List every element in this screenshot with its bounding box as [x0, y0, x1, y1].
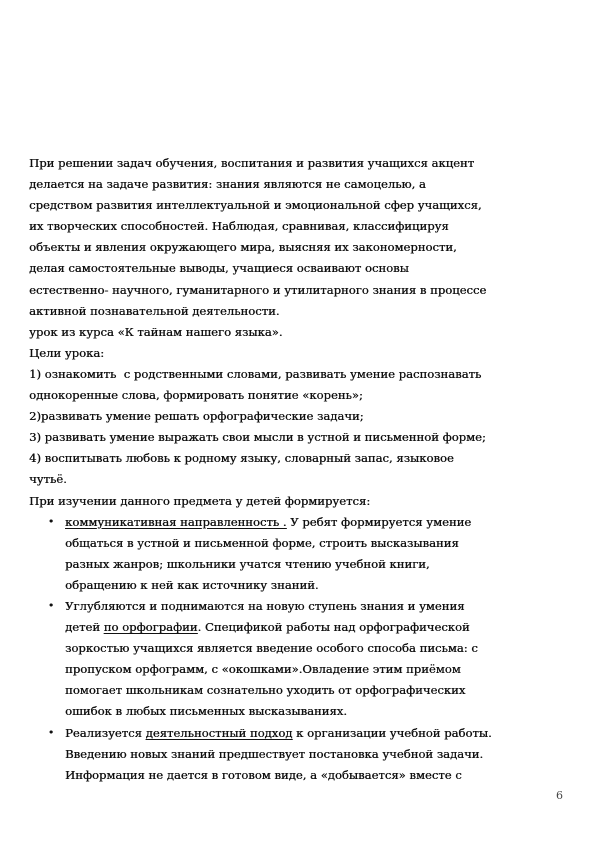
underlined-term: деятельностный подход [145, 725, 293, 740]
bullet-icon: • [48, 516, 54, 528]
bullet-icon: • [48, 727, 54, 739]
bullet-line [65, 512, 569, 533]
goal-line: 4) воспитывать любовь к родному языку, словарный запас, языковое [29, 451, 454, 466]
intro-line: активной познавательной деятельности. [29, 303, 280, 318]
goals-title: Цели урока: [29, 345, 105, 360]
bullet-list [29, 512, 569, 786]
bullet-item [29, 596, 569, 723]
bullet-icon: • [48, 600, 54, 612]
bullet-line: общаться в устной и письменной форме, строить высказывания [65, 535, 459, 550]
intro-line: объекты и явления окружающего мира, выясняя их закономерности, [29, 240, 457, 255]
bullet-line: Информация не дается в готовом виде, а «добывается» вместе с [65, 767, 462, 782]
subject-intro: При изучении данного предмета у детей формируется: [29, 493, 371, 508]
intro-line: делается на задаче развития: знания являются не самоцелью, а [29, 177, 426, 192]
bullet-text: к организации учебной работы. [292, 725, 492, 740]
intro-line: естественно- научного, гуманитарного и утилитарного знания в процессе [29, 282, 487, 297]
goal-line: однокоренные слова, формировать понятие «корень»; [29, 388, 363, 403]
bullet-item [29, 512, 569, 596]
bullet-line: помогает школьникам сознательно уходить от орфографических [65, 683, 466, 698]
intro-line: При решении задач обучения, воспитания и развития учащихся акцент [29, 156, 475, 170]
bullet-text: У ребят формируется умение [286, 514, 472, 529]
intro-line: делая самостоятельные выводы, учащиеся осваивают основы [29, 261, 409, 276]
bullet-line: обращению к ней как источнику знаний. [65, 577, 319, 592]
intro-line: их творческих способностей. Наблюдая, сравнивая, классифицируя [29, 219, 449, 234]
bullet-text: детей [65, 620, 104, 635]
bullet-line [65, 723, 569, 744]
bullet-text: Реализуется [65, 725, 146, 740]
goal-line: чутьё. [29, 472, 67, 487]
page-text [29, 153, 569, 786]
course-line: урок из курса «К тайнам нашего языка». [29, 324, 283, 339]
bullet-line: разных жанров; школьники учатся чтению учебной книги, [65, 556, 430, 571]
goals-list [29, 364, 569, 491]
page-number: 6 [556, 789, 563, 802]
bullet-line: ошибок в любых письменных высказываниях. [65, 704, 347, 719]
underlined-term: коммуникативная направленность . [65, 514, 287, 529]
bullet-line: Введению новых знаний предшествует постановка учебной задачи. [65, 746, 484, 761]
bullet-line: пропуском орфограмм, с «окошками».Овладение этим приёмом [65, 662, 461, 677]
intro-line: средством развития интеллектуальной и эмоциональной сфер учащихся, [29, 198, 482, 213]
bullet-item [29, 723, 569, 786]
goal-line: 1) ознакомить с родственными словами, развивать умение распознавать [29, 366, 482, 381]
goal-line: 3) развивать умение выражать свои мысли в устной и письменной форме; [29, 430, 486, 445]
underlined-term: по орфографии [103, 620, 198, 635]
bullet-line: зоркостью учащихся является введение особого способа письма: с [65, 641, 478, 656]
bullet-text: . Спецификой работы над орфографической [197, 620, 470, 635]
bullet-line: Углубляются и поднимаются на новую ступень знания и умения [65, 598, 465, 613]
bullet-line [65, 617, 569, 638]
goal-line: 2)развивать умение решать орфографические задачи; [29, 409, 364, 424]
intro-paragraph [29, 153, 569, 322]
